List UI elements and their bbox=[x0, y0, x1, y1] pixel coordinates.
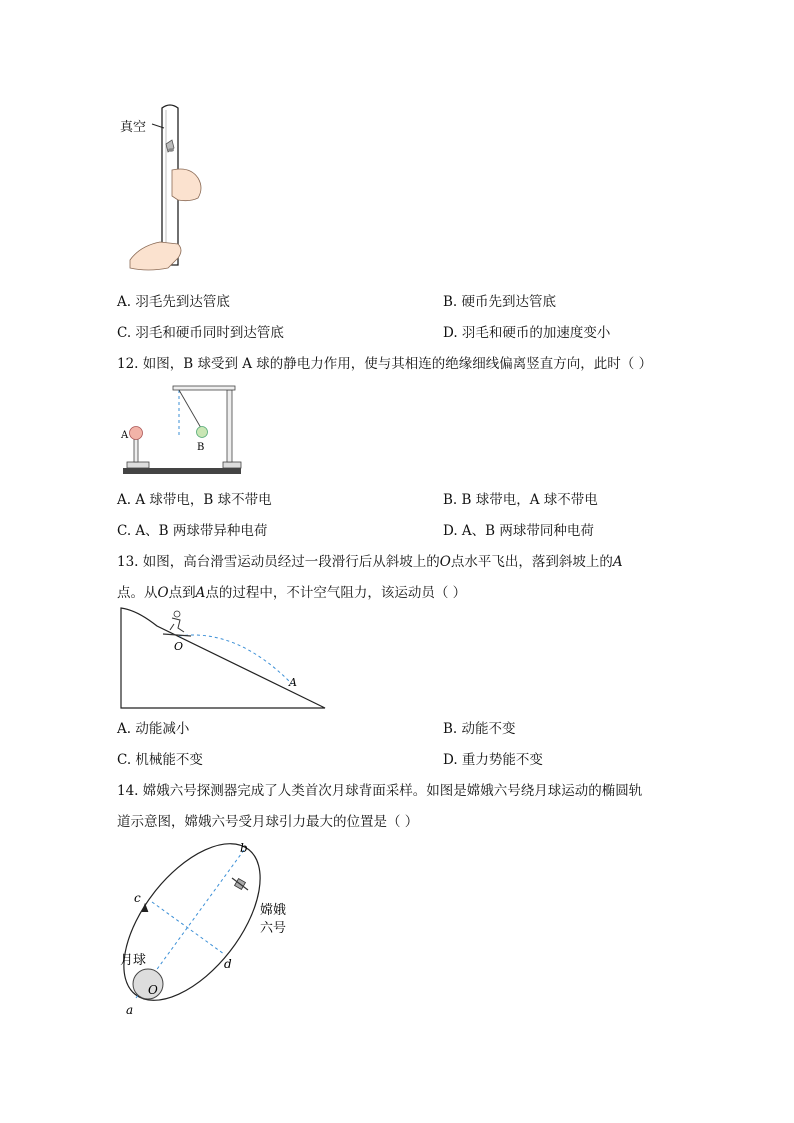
q13-stem-text: 点水平飞出，落到斜坡上的 bbox=[450, 554, 613, 570]
q14-figure bbox=[112, 838, 312, 1018]
q12-stem: 12. 如图，B 球受到 A 球的静电力作用，使与其相连的绝缘细线偏离竖直方向，此时（ ） bbox=[117, 356, 653, 372]
point-a-ref: A bbox=[612, 554, 623, 570]
probe-label-line1: 嫦娥 bbox=[260, 903, 287, 918]
q12-option-b[interactable]: B. B 球带电，A 球不带电 bbox=[443, 492, 598, 508]
q12-option-c[interactable]: C. A、B 两球带异种电荷 bbox=[117, 523, 268, 539]
moon-label: 月球 bbox=[120, 953, 147, 968]
q13-option-b[interactable]: B. 动能不变 bbox=[443, 721, 516, 737]
q11-option-d[interactable]: D. 羽毛和硬币的加速度变小 bbox=[443, 325, 611, 341]
point-o-ref: O bbox=[157, 585, 169, 601]
q12-option-a[interactable]: A. A 球带电，B 球不带电 bbox=[117, 492, 272, 508]
q11-option-c[interactable]: C. 羽毛和硬币同时到达管底 bbox=[117, 325, 284, 341]
point-a-ref: A bbox=[195, 585, 206, 601]
q13-option-a[interactable]: A. 动能减小 bbox=[117, 721, 190, 737]
ball-a-label: A bbox=[121, 430, 129, 441]
point-b-label: b bbox=[240, 841, 248, 855]
q12-option-d[interactable]: D. A、B 两球带同种电荷 bbox=[443, 523, 594, 539]
q12-figure bbox=[117, 378, 247, 478]
ball-b-label: B bbox=[197, 442, 205, 453]
moon-center-label: O bbox=[148, 983, 158, 997]
q13-stem-line1 bbox=[117, 550, 623, 570]
vacuum-label: 真空 bbox=[120, 120, 147, 135]
point-c-label: c bbox=[134, 891, 141, 905]
q13-option-c[interactable]: C. 机械能不变 bbox=[117, 752, 203, 768]
q11-option-a[interactable]: A. 羽毛先到达管底 bbox=[117, 294, 230, 310]
q11-option-b[interactable]: B. 硬币先到达管底 bbox=[443, 294, 557, 310]
q13-stem-text: 点。从 bbox=[117, 585, 158, 601]
point-o-label: O bbox=[174, 640, 184, 653]
q13-stem-text: 13. 如图，高台滑雪运动员经过一段滑行后从斜坡上的 bbox=[117, 554, 440, 570]
q14-stem-line1: 14. 嫦娥六号探测器完成了人类首次月球背面采样。如图是嫦娥六号绕月球运动的椭圆轨 bbox=[117, 783, 643, 799]
q13-stem-text: 点的过程中，不计空气阻力，该运动员（ ） bbox=[205, 585, 467, 601]
point-d-label: d bbox=[224, 957, 232, 971]
q13-option-d[interactable]: D. 重力势能不变 bbox=[443, 752, 543, 768]
q13-stem-line2 bbox=[117, 581, 466, 601]
point-o-ref: O bbox=[439, 554, 451, 570]
q13-figure bbox=[117, 604, 332, 712]
point-a-label: A bbox=[289, 676, 297, 689]
q13-stem-text: 点到 bbox=[168, 585, 196, 601]
probe-label-line2: 六号 bbox=[260, 921, 287, 936]
q11-figure bbox=[112, 100, 212, 275]
probe-icon bbox=[232, 878, 248, 890]
q14-stem-line2: 道示意图，嫦娥六号受月球引力最大的位置是（ ） bbox=[117, 814, 419, 830]
point-a-label: a bbox=[126, 1003, 134, 1017]
